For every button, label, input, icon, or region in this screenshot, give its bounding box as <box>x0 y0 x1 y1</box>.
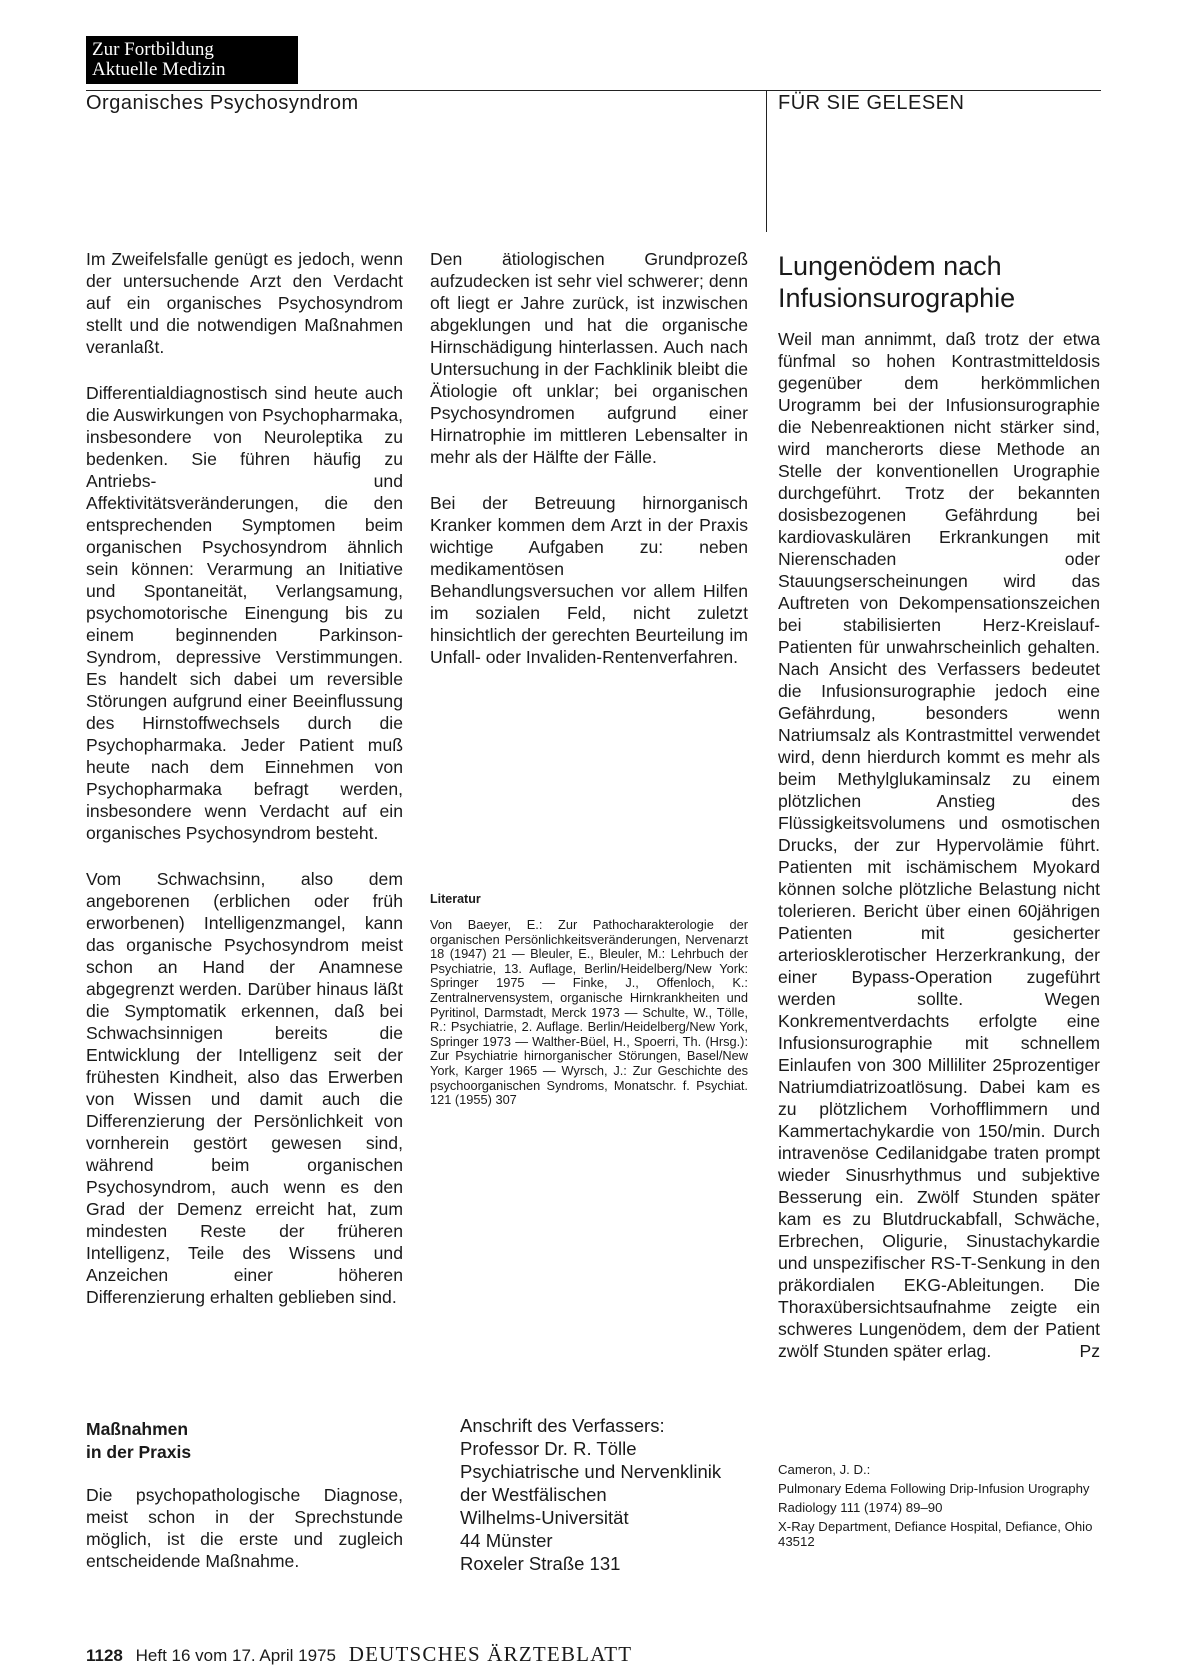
column-divider <box>766 90 767 232</box>
address-line: 44 Münster <box>460 1530 553 1551</box>
article-signature: Pz <box>1079 1341 1100 1361</box>
author-address <box>460 1414 721 1575</box>
address-line: der Westfälischen <box>460 1484 607 1505</box>
section-title: Organisches Psychosyndrom <box>86 92 359 114</box>
citation-journal: Radiology 111 (1974) 89–90 <box>778 1500 943 1515</box>
column-2 <box>430 248 748 692</box>
section-label-line1: Zur Fortbildung <box>92 39 214 60</box>
section-label-line2: Aktuelle Medizin <box>92 59 226 80</box>
article-title <box>778 250 1098 314</box>
magazine-name: DEUTSCHES ÄRZTEBLATT <box>348 1642 633 1666</box>
subheading-line2: in der Praxis <box>86 1442 192 1462</box>
column-1 <box>86 248 403 1332</box>
address-line: Professor Dr. R. Tölle <box>460 1438 637 1459</box>
article-title-line1: Lungenödem nach <box>778 251 1002 281</box>
header-rule <box>86 90 1101 91</box>
subheading-line1: Maßnahmen <box>86 1419 189 1439</box>
col1-paragraph-4: Die psychopathologische Diagnose, meist schon in der Sprechstunde möglich, ist die erste und zugleich entscheidende Maßnahme. <box>86 1485 403 1571</box>
literature-heading: Literatur <box>430 892 481 906</box>
source-citation <box>778 1462 1100 1553</box>
col2-paragraph-1: Den ätiologischen Grundprozeß aufzudecken ist sehr viel schwerer; denn oft liegt er Jahre zurück, ist inzwischen abgeklungen und hat die organische Hirnschädigung hinterlassen. Auch nach Untersuchung in der Fachklinik bleibt die Ätiologie oft unklar; bei organischen Psychosyndromen aufgrund einer Hirnatrophie im mittleren Lebensalter in mehr als der Hälfte der Fälle. <box>430 249 748 467</box>
address-line: Roxeler Straße 131 <box>460 1553 621 1574</box>
citation-address: X-Ray Department, Defiance Hospital, Defiance, Ohio 43512 <box>778 1519 1093 1549</box>
address-line: Wilhelms-Universität <box>460 1507 629 1528</box>
address-line: Anschrift des Verfassers: <box>460 1415 665 1436</box>
col1-paragraph-1: Im Zweifelsfalle genügt es jedoch, wenn der untersuchende Arzt den Verdacht auf ein organisches Psychosyndrom stellt und die notwendigen Maßnahmen veranlaßt. <box>86 249 403 357</box>
page-footer <box>86 1642 632 1667</box>
page-number: 1128 <box>86 1646 123 1665</box>
article-title-line2: Infusionsurographie <box>778 283 1016 313</box>
section-label-box <box>86 36 298 84</box>
col1-paragraph-3: Vom Schwachsinn, also dem angeborenen (erblichen oder früh erworbenen) Intelligenzmangel, kann das organische Psychosyndrom meist schon an Hand der Anamnese abgegrenzt werden. Darüber hinaus läßt die Symptomatik erkennen, daß bei Schwachsinnigen bereits die Entwicklung der Intelligenz seit der frühesten Kindheit, also das Erwerben von Wissen und damit auch die Differenzierung der Persönlichkeit von vornherein gestört gewesen sind, während beim organischen Psychosyndrom, auch wenn es den Grad der Demenz erreicht hat, zum mindesten Reste der früheren Intelligenz, Teile des Wissens und Anzeichen einer höheren Differenzierung erhalten geblieben sind. <box>86 869 403 1307</box>
citation-title: Pulmonary Edema Following Drip-Infusion Urography <box>778 1481 1090 1496</box>
address-line: Psychiatrische und Nervenklinik <box>460 1461 722 1482</box>
literature-list: Von Baeyer, E.: Zur Pathocharakterologie der organischen Persönlichkeitsveränderungen, Nervenarzt 18 (1947) 21 — Bleuler, E., Bleuler, M.: Lehrbuch der Psychiatrie, 13. Auflage, Berlin/Heidelberg/New York: Springer 1975 — Finke, J., Offenloch, K.: Zentralnervensystem, organische Hirnkrankheiten und Pyritinol, Darmstadt, Merck 1973 — Schulte, W., Tölle, R.: Psychiatrie, 2. Auflage. Berlin/Heidelberg/New York, Springer 1973 — Walther-Büel, H., Spoerri, Th. (Hrsg.): Zur Psychiatrie hirnorganischer Störungen, Basel/New York, Karger 1965 — Wyrsch, J.: Zur Geschichte des psychoorganischen Syndroms, Monatschr. f. Psychiat. 121 (1955) 307 <box>430 917 748 1108</box>
issue-info: Heft 16 vom 17. April 1975 <box>135 1646 336 1665</box>
citation-author: Cameron, J. D.: <box>778 1462 871 1477</box>
column-3-body <box>778 328 1100 1362</box>
col1-paragraph-2: Differentialdiagnostisch sind heute auch die Auswirkungen von Psychopharmaka, insbesondere von Neuroleptika zu bedenken. Sie führen häufig zu Antriebs- und Affektivitätsveränderungen, die den entsprechenden Symptomen beim organischen Psychosyndrom ähnlich sein können: Verarmung an Initiative und Spontaneität, Verlangsamung, psychomotorische Einengung bis zu einem beginnenden Parkinson-Syndrom, depressive Verstimmungen. Es handelt sich dabei um reversible Störungen aufgrund einer Beeinflussung des Hirnstoffwechsels durch die Psychopharmaka. Jeder Patient muß heute nach dem Einnehmen von Psychopharmaka befragt werden, insbesondere wenn Verdacht auf ein organisches Psychosyndrom besteht. <box>86 383 403 843</box>
subheading <box>86 1418 403 1464</box>
article-body: Weil man annimmt, daß trotz der etwa fünfmal so hohen Kontrastmitteldosis gegenüber dem herkömmlichen Urogramm bei der Infusionsurographie die Nebenreaktionen nicht stärker sind, wird mancherorts diese Methode an Stelle der konventionellen Urographie durchgeführt. Trotz der bekannten dosisbezogenen Gefährdung bei kardiovaskulären Erkrankungen mit Nierenschaden oder Stauungserscheinungen wird das Auftreten von Dekompensationszeichen bei stabilisierten Herz-Kreislauf-Patienten für unwahrscheinlich gehalten. Nach Ansicht des Verfassers bedeutet die Infusionsurographie jedoch eine Gefährdung, besonders wenn Natriumsalz als Kontrastmittel verwendet wird, denn hierdurch kommt es mehr als beim Methylglukaminsalz zu einem plötzlichen Anstieg des Flüssigkeitsvolumens und osmotischen Drucks, der zur Hypervolämie führt. Patienten mit ischämischem Myokard können solche plötzliche Belastung nicht tolerieren. Bericht über einen 60jährigen Patienten mit gesicherter arteriosklerotischer Herzerkrankung, der einer Bypass-Operation zugeführt werden sollte. Wegen Konkrementverdachts erfolgte eine Infusionsurographie mit schnellem Einlaufen von 300 Milliliter 25prozentiger Natriumdiatrizoatlösung. Dabei kam es zu plötzlichem Vorhofflimmern und Kammertachykardie von 150/min. Durch intravenöse Cedilanidgabe traten prompt wieder Sinusrhythmus und subjektive Besserung ein. Zwölf Stunden später kam es zu Blutdruckabfall, Schwäche, Erbrechen, Oligurie, Sinustachykardie und unspezifischer RS-T-Senkung in den präkordialen EKG-Ableitungen. Die Thoraxübersichtsaufnahme zeigte ein schweres Lungenödem, dem der Patient zwölf Stunden später erlag. <box>778 329 1100 1361</box>
col2-paragraph-2: Bei der Betreuung hirnorganisch Kranker kommen dem Arzt in der Praxis wichtige Aufgaben zu: neben medikamentösen Behandlungsversuchen vor allem Hilfen im sozialen Feld, nicht zuletzt hinsichtlich der gerechten Beurteilung im Unfall- oder Invaliden-Rentenverfahren. <box>430 493 748 667</box>
right-rubric: FÜR SIE GELESEN <box>778 92 965 114</box>
